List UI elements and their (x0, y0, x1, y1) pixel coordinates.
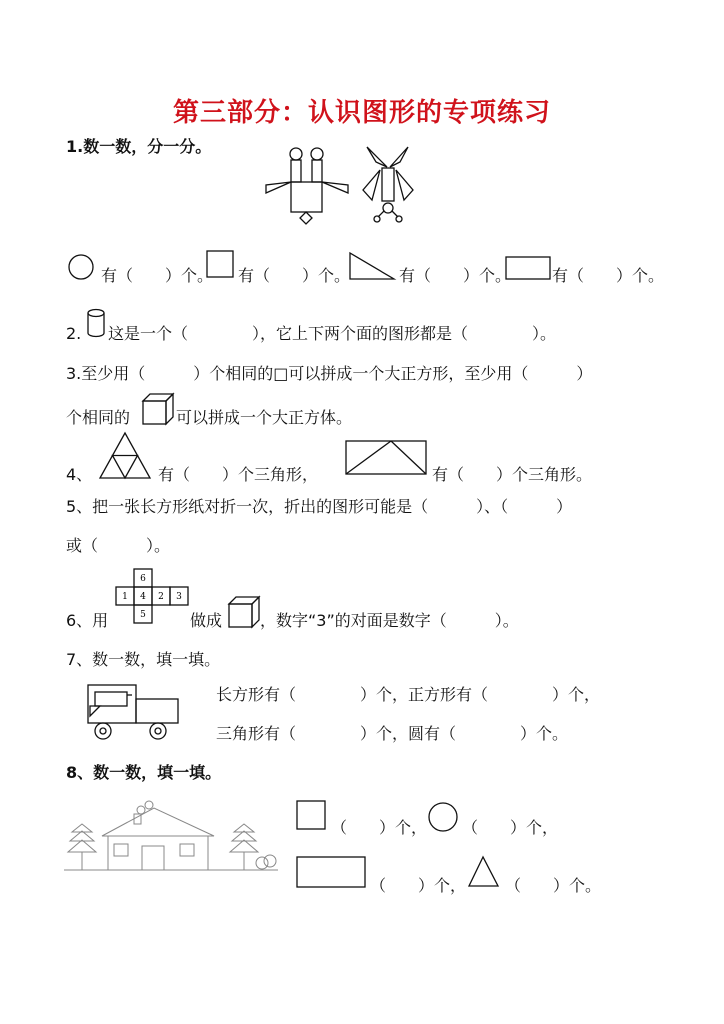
q1-circle-text: 有（ ）个。 (101, 266, 214, 285)
net-number: 4 (140, 592, 146, 602)
cube-icon (228, 596, 262, 630)
split-rectangle-figure (345, 440, 431, 480)
robot-shape-figure (360, 142, 420, 230)
triangle-icon (468, 855, 502, 889)
q8-circle-text: （ ）个， (462, 818, 559, 837)
q6-middle: 做成 (190, 611, 223, 630)
truck-figure (86, 683, 182, 743)
q5-line2: 或（ ）。 (66, 536, 171, 555)
net-number: 1 (122, 592, 128, 602)
q5-line1: 5、把一张长方形纸对折一次，折出的图形可能是（ ）、（ ） (66, 497, 573, 516)
q3-line1: 3.至少用（ ）个相同的□可以拼成一个大正方形，至少用（ ） (66, 364, 593, 383)
rectangle-icon (505, 256, 555, 282)
q4-text-2: 有（ ）个三角形。 (432, 465, 593, 484)
cube-net-figure (116, 567, 192, 625)
q8-heading: 8、数一数，填一填。 (66, 763, 222, 782)
right-triangle-icon (348, 252, 398, 282)
q8-square-text: （ ）个， (331, 818, 428, 837)
q2-text: 这是一个（ ），它上下两个面的图形都是（ ）。 (108, 324, 557, 343)
q1-heading: 1.数一数，分一分。 (66, 137, 212, 156)
q7-line1: 长方形有（ ）个，正方形有（ ）个， (216, 685, 601, 704)
square-icon (206, 250, 236, 280)
q1-square-text: 有（ ）个。 (238, 266, 351, 285)
page-title: 第三部分：认识图形的专项练习 (172, 98, 551, 128)
rectangle-icon (296, 856, 368, 890)
triangle-grid-figure (98, 432, 154, 482)
q1-rectangle-text: 有（ ）个。 (552, 266, 665, 285)
net-number: 2 (158, 592, 164, 602)
net-number: 3 (176, 592, 182, 602)
q4-number: 4、 (66, 465, 93, 484)
bird-shape-figure (262, 145, 362, 230)
q7-heading: 7、数一数，填一填。 (66, 650, 221, 669)
q2-number: 2. (66, 324, 82, 343)
cube-icon (142, 393, 176, 427)
net-number: 5 (140, 610, 146, 620)
q3-line2-suffix: 可以拼成一个大正方体。 (176, 408, 353, 427)
house-scene-figure (62, 800, 282, 875)
circle-icon (428, 802, 460, 834)
q3-line2-prefix: 个相同的 (66, 408, 131, 427)
q6-prefix: 6、用 (66, 611, 109, 630)
q8-rectangle-text: （ ）个， (370, 876, 467, 895)
q6-suffix: ，数字“3”的对面是数字（ ）。 (260, 611, 519, 630)
net-number: 6 (140, 574, 146, 584)
q4-text-1: 有（ ）个三角形， (158, 465, 319, 484)
q1-triangle-text: 有（ ）个。 (399, 266, 512, 285)
q8-triangle-text: （ ）个。 (505, 876, 602, 895)
circle-icon (67, 254, 97, 284)
cylinder-icon (86, 308, 108, 340)
square-icon (296, 800, 328, 832)
q7-line2: 三角形有（ ）个，圆有（ ）个。 (216, 724, 569, 743)
